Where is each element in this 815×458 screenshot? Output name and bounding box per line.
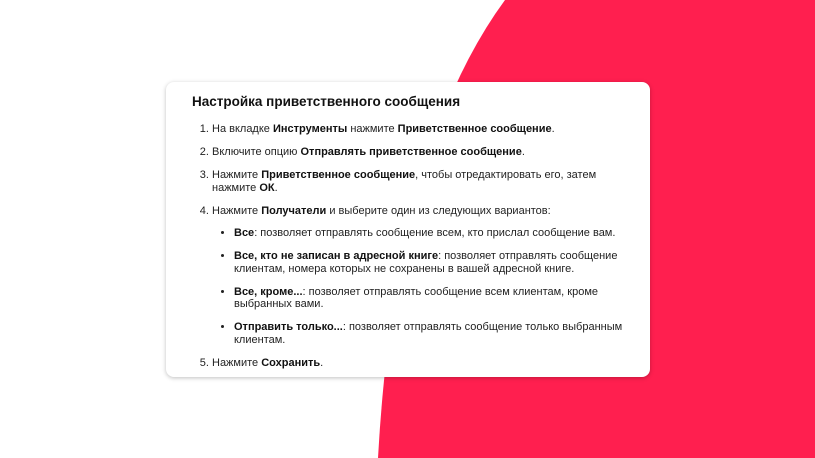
step-bold: ОК [259, 181, 275, 194]
option-item [234, 286, 630, 311]
steps-list [192, 123, 630, 369]
option-text: : позволяет отправлять сообщение всем клиентам, кроме выбранных вами. [234, 285, 599, 310]
step-text: и выберите один из следующих вариантов: [326, 204, 551, 217]
option-text: : позволяет отправлять сообщение всем, кто прислал сообщение вам. [254, 227, 616, 239]
option-bold: Все, кроме... [234, 285, 303, 298]
option-item [234, 250, 630, 275]
step-text: Нажмите [212, 356, 262, 369]
step-text: Нажмите [212, 204, 262, 217]
step-text: . [551, 123, 555, 135]
step-bold: Получатели [261, 204, 327, 217]
step-text: Нажмите [212, 169, 262, 181]
step-text: . [320, 356, 324, 369]
option-bold: Все [234, 227, 255, 239]
step-text: нажмите [347, 123, 398, 135]
step-text: На вкладке [212, 123, 273, 135]
card-title: Настройка приветственного сообщения [192, 94, 461, 109]
step-4 [212, 205, 630, 347]
instructions-card [166, 82, 650, 377]
step-text: , чтобы отредактировать его, затем нажмите [212, 169, 597, 194]
option-text: : позволяет отправлять сообщение только выбранным клиентам. [234, 321, 623, 346]
option-bold: Отправить только... [234, 321, 343, 333]
option-text: : позволяет отправлять сообщение клиентам, номера которых не сохранены в вашей адресной книге. [234, 250, 618, 275]
step-bold: Сохранить [261, 356, 321, 369]
option-item [234, 321, 630, 346]
step-bold: Приветственное сообщение [261, 169, 416, 181]
step-text: . [521, 146, 525, 158]
step-3 [212, 169, 630, 194]
step-text: . [274, 181, 278, 194]
step-bold: Отправлять приветственное сообщение [300, 146, 522, 158]
option-bold: Все, кто не записан в адресной книге [234, 250, 439, 262]
step-2 [212, 146, 630, 159]
step-text: Включите опцию [212, 146, 301, 158]
step-bold: Приветственное сообщение [397, 123, 552, 135]
step-5 [212, 357, 630, 370]
option-item [234, 227, 630, 240]
step-bold: Инструменты [272, 123, 348, 135]
step-1 [212, 123, 630, 136]
options-list [212, 227, 630, 346]
